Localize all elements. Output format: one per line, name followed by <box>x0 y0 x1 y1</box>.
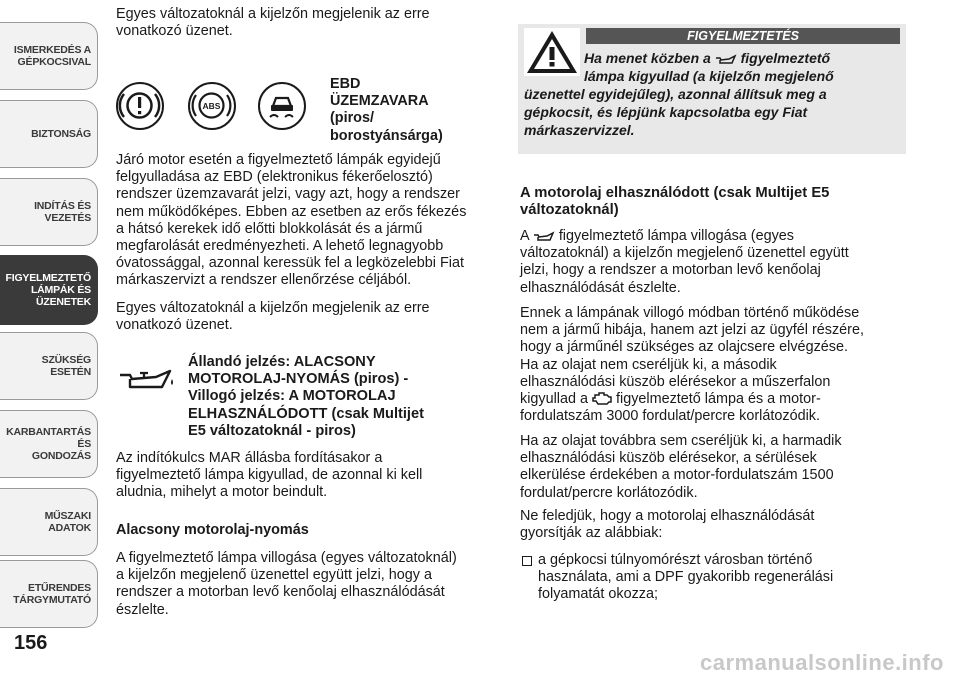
text-line: folyamatát okozza; <box>538 586 658 603</box>
text-line: használata, ami a DPF gyakoribb regenerálási <box>538 569 834 586</box>
text-line: elhasználódási küszöb elérésekor, a sérülések <box>520 450 817 467</box>
tab-label: ÜZENETEK <box>36 296 91 308</box>
warning-triangle-icon <box>524 28 580 76</box>
text-line: hogy a járműnél szükséges az olajcsere elvégzése. <box>520 339 848 356</box>
heading-line: A motorolaj elhasználódott (csak Multijet E5 <box>520 185 830 201</box>
tab-getting-to-know[interactable] <box>0 22 98 90</box>
bullet-square-icon <box>522 556 532 566</box>
ebd-paragraph <box>116 152 506 290</box>
abs-icon <box>188 82 236 130</box>
tab-label: MŰSZAKI ADATOK <box>44 510 91 534</box>
text-line: Egyes változatoknál a kijelzőn megjelenik az erre <box>116 300 430 316</box>
oil-degraded-paragraph-3 <box>520 433 920 502</box>
text-line: jelzi, hogy a rendszer a motorban levő kenőolaj <box>520 262 821 279</box>
bullet-item <box>520 552 920 604</box>
tab-label: TÁRGYMUTATÓ <box>13 594 91 606</box>
title-line: borostyánsárga) <box>330 127 443 144</box>
text-line: Ne feledjük, hogy a motorolaj elhasználódását <box>520 508 815 524</box>
tab-label: GONDOZÁS <box>31 450 91 462</box>
text-fragment: kigyullad a <box>520 391 588 408</box>
text-line: aludnia, mihelyt a motor beindult. <box>116 484 328 501</box>
tab-technical-data[interactable] <box>0 488 98 556</box>
tab-maintenance[interactable] <box>0 410 98 478</box>
tab-label: KARBANTARTÁS ÉS <box>6 426 91 450</box>
text-line: fordulat/percre korlátozódik. <box>520 484 698 501</box>
ebd-title <box>330 76 510 145</box>
tab-warning-lights[interactable] <box>0 255 98 325</box>
title-line: ÜZEMZAVARA <box>330 93 429 110</box>
intro-paragraph <box>116 6 506 40</box>
oil-pressure-icon <box>116 355 176 405</box>
brake-warning-icon <box>116 82 164 130</box>
text-line: márkaszervizt a rendszer ellenőrzése céljából. <box>116 272 412 289</box>
warning-text: Ha menet közben a <box>584 50 711 66</box>
text-fragment: figyelmeztető lámpa villogása (egyes <box>558 228 794 244</box>
tab-label: ISMERKEDÉS A <box>13 44 91 56</box>
oil-warning-title <box>188 354 508 440</box>
warning-header: FIGYELMEZTETÉS <box>586 28 900 44</box>
text-line: Ha az olajat továbbra sem cseréljük ki, a harmadik <box>520 433 842 449</box>
title-line: (piros/ <box>330 110 374 127</box>
title-line: ELHASZNÁLÓDOTT (csak Multijet <box>188 405 424 422</box>
text-line: Az indítókulcs MAR állásba fordításakor a <box>116 450 383 466</box>
tab-label: SZÜKSÉG ESETÉN <box>41 354 91 378</box>
oil-degraded-paragraph-4 <box>520 508 920 542</box>
tab-label: ETŰRENDES <box>28 582 91 594</box>
tab-starting-driving[interactable] <box>0 178 98 246</box>
engine-icon <box>592 391 612 405</box>
svg-text:ABS: ABS <box>202 101 221 111</box>
text-line: gyorsítják az alábbiak: <box>520 525 663 542</box>
oil-pressure-icon <box>715 53 737 65</box>
warning-text: figyelmeztető <box>740 50 831 66</box>
text-line: rendszer üzemzavarát jelzi, vagy azt, hogy a rendszer <box>116 186 460 203</box>
text-line: rendszer a motorban levő kenőolaj elhasználódását <box>116 584 445 601</box>
text-line: változatoknál) a kijelzőn megjelenő üzenettel együtt <box>520 245 849 262</box>
oil-degraded-paragraph-2 <box>520 305 920 425</box>
text-line: Ennek a lámpának villogó módban történő működése <box>520 305 860 321</box>
text-line: elkerülése érdekében a motor-fordulatszám 1500 <box>520 467 834 484</box>
title-line: EBD <box>330 76 361 92</box>
message-paragraph <box>116 300 506 334</box>
text-line: fordulatszám 3000 fordulat/percre korlátozódik. <box>520 408 820 425</box>
heading-line: változatoknál) <box>520 202 619 219</box>
text-line: a kijelzőn megjelenő üzenettel együtt jelzi, hogy a <box>116 567 432 584</box>
text-line: felgyulladása az EBD (elektronikus fékerőelosztó) <box>116 169 433 186</box>
tab-label: INDÍTÁS ÉS VEZETÉS <box>34 200 91 224</box>
tab-index[interactable] <box>0 560 98 628</box>
text-line: Járó motor esetén a figyelmeztető lámpák egyidejű <box>116 152 441 168</box>
text-line: Egyes változatoknál a kijelzőn megjelenik az erre <box>116 6 430 22</box>
text-line: elhasználódási küszöb elérésekor a műszerfalon <box>520 373 831 390</box>
text-line: észlelte. <box>116 601 169 618</box>
page-number: 156 <box>14 632 48 654</box>
title-line: MOTOROLAJ-NYOMÁS (piros) - <box>188 371 409 388</box>
text-line: óvatossággal, azonnal keressük fel a legközelebbi Fiat <box>116 255 464 272</box>
text-fragment: A <box>520 228 529 244</box>
warning-line-2: lámpa kigyullad (a kijelzőn megjelenő <box>584 68 834 84</box>
text-line: elhasználódását észlelte. <box>520 279 681 296</box>
warning-line-3: üzenettel egyidejűleg), azonnal állítsuk meg a <box>524 86 827 102</box>
low-oil-paragraph <box>116 550 506 619</box>
tab-label: GÉPKOCSIVAL <box>17 56 91 68</box>
text-line: nem működőképes. Ebben az esetben az erős fékezés <box>116 203 467 220</box>
tab-emergency[interactable] <box>0 332 98 400</box>
warning-line-1 <box>584 50 902 68</box>
title-line: E5 változatoknál - piros) <box>188 422 356 439</box>
title-line: Villogó jelzés: A MOTOROLAJ <box>188 388 396 405</box>
text-line: a gépkocsi túlnyomórészt városban történő <box>538 552 813 568</box>
text-line: megfarolását eredményezheti. A lehető legnagyobb <box>116 238 444 255</box>
warning-line-5: márkaszervizzel. <box>524 122 635 138</box>
oil-degraded-paragraph-1 <box>520 228 920 297</box>
text-fragment: figyelmeztető lámpa és a motor- <box>616 391 821 408</box>
warning-line-4: gépkocsit, és lépjünk kapcsolatba egy Fiat <box>524 104 808 120</box>
text-line: nem a jármű hibája, hanem azt jelzi az ügyfél részére, <box>520 322 864 339</box>
tab-label: BIZTONSÁG <box>31 128 91 140</box>
text-line: a hátsó kerekek idő előtti blokkolását és a jármű <box>116 220 423 237</box>
text-line: A figyelmeztető lámpa villogása (egyes változatoknál) <box>116 550 457 566</box>
low-oil-heading: Alacsony motorolaj-nyomás <box>116 522 309 538</box>
chapter-sidebar <box>0 0 104 640</box>
text-line: vonatkozó üzenet. <box>116 317 233 334</box>
text-line: Ha az olajat nem cseréljük ki, a második <box>520 356 777 373</box>
text-line: vonatkozó üzenet. <box>116 23 233 40</box>
oil-degraded-heading <box>520 185 910 219</box>
oil-pressure-icon <box>533 230 555 242</box>
tab-label: FIGYELMEZTETŐ <box>5 272 91 284</box>
esc-icon <box>258 82 306 130</box>
mar-paragraph <box>116 450 506 502</box>
text-line: figyelmeztető lámpa kigyullad, de azonnal ki kell <box>116 467 423 484</box>
tab-safety[interactable] <box>0 100 98 168</box>
watermark: carmanualsonline.info <box>700 650 944 675</box>
title-line: Állandó jelzés: ALACSONY <box>188 354 376 370</box>
tab-label: LÁMPÁK ÉS <box>30 284 91 296</box>
